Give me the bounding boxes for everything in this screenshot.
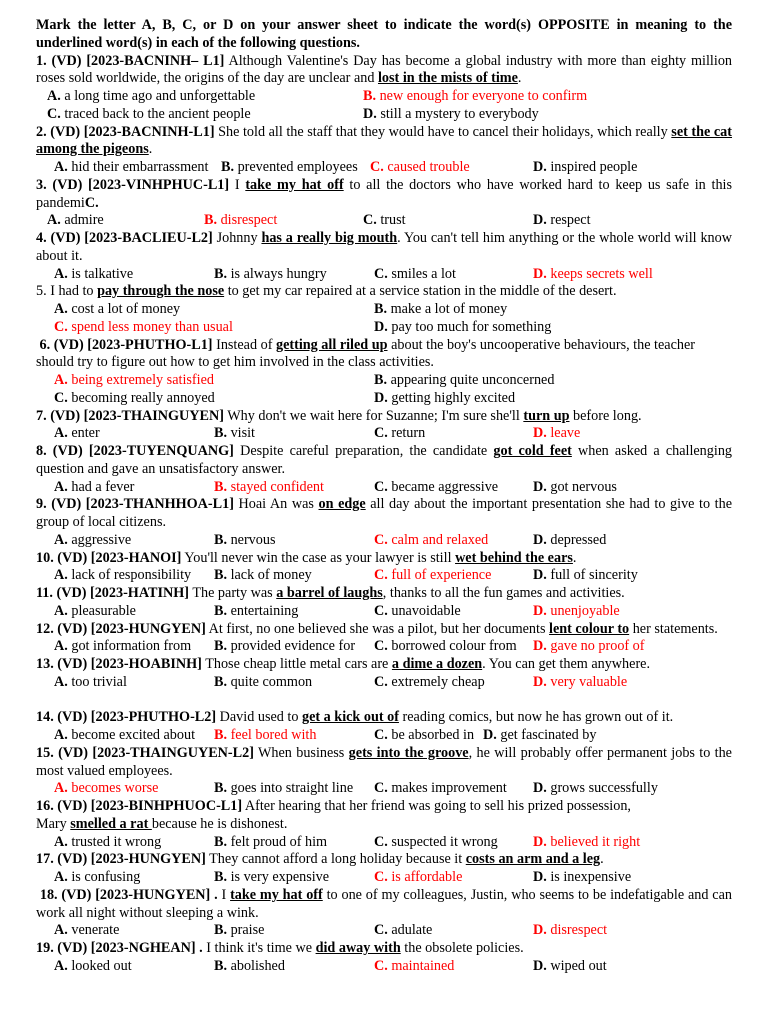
- option-b[interactable]: B. visit: [214, 425, 256, 442]
- question-text-end: because he is dishonest.: [151, 815, 288, 832]
- question-text: I think it's time we: [202, 940, 316, 956]
- option-d[interactable]: D. disrespect: [533, 922, 608, 939]
- option-d[interactable]: D. depressed: [533, 531, 607, 548]
- option-b[interactable]: B. lack of money: [214, 567, 312, 584]
- options-row: [36, 567, 732, 585]
- question-10: [36, 550, 732, 568]
- question-number: 13.: [36, 656, 54, 672]
- options-row: [36, 869, 732, 887]
- question-number: 2.: [36, 123, 47, 140]
- question-text-end: . You can get them anywhere.: [482, 656, 651, 672]
- question-text: I: [229, 176, 246, 193]
- question-code: (VD) [2023-BACNINH– L1]: [51, 52, 225, 69]
- question-text: The party was: [189, 585, 277, 601]
- question-1: [36, 53, 732, 89]
- option-a[interactable]: A. cost a lot of money: [54, 301, 181, 317]
- option-a[interactable]: A. venerate: [54, 922, 120, 939]
- option-a[interactable]: A. become excited about: [54, 727, 196, 743]
- option-b[interactable]: B. prevented employees: [221, 159, 358, 175]
- question-text: Although Valentine's Day has become a global industry with more than eighty million roses sold worldwide, the origins of the day are unclear and: [36, 52, 733, 87]
- option-b[interactable]: B. appearing quite unconcerned: [374, 372, 555, 388]
- options-row: [36, 425, 732, 443]
- options-row: [36, 266, 732, 284]
- option-d[interactable]: D. pay too much for something: [374, 318, 552, 335]
- question-text-end: to get my car repaired at a service station in the middle of the desert.: [224, 283, 617, 300]
- underlined-phrase: lent colour to: [549, 620, 630, 637]
- option-b[interactable]: B. stayed confident: [214, 478, 324, 495]
- question-code: (VD) [2023-HATINH]: [56, 585, 190, 601]
- underlined-phrase: pay through the nose: [97, 283, 225, 300]
- question-code: (VD) [2023-THAINGUYEN-L2]: [58, 744, 254, 761]
- question-text: Why don't we wait here for Suzanne; I'm sure she'll: [223, 407, 524, 424]
- underlined-phrase: a barrel of laughs: [276, 585, 383, 601]
- underlined-phrase: take my hat off: [230, 886, 323, 903]
- question-code: (VD) [2023-PHUTHO-L1]: [53, 336, 213, 353]
- options-row: [36, 319, 732, 337]
- option-a[interactable]: A. being extremely satisfied: [54, 372, 214, 388]
- question-code: (VD) [2023-HUNGYEN] .: [61, 886, 218, 903]
- option-a[interactable]: A. too trivial: [54, 673, 127, 690]
- underlined-phrase: has a really big mouth: [261, 230, 398, 246]
- question-text-end: reading comics, but now he has grown out of it.: [398, 709, 674, 726]
- option-c[interactable]: C. calm and relaxed: [374, 531, 489, 548]
- option-b[interactable]: B. provided evidence for: [214, 638, 356, 655]
- question-text-end: all day about the important presentation she had to give to the group of local citizens.: [36, 496, 733, 530]
- question-text-end: to all the doctors who have worked hard to keep us safe in this pandemi: [36, 176, 733, 211]
- question-code: (VD) [2023-VINHPHUC-L1]: [52, 176, 230, 193]
- option-c[interactable]: C. trust: [363, 212, 406, 229]
- question-text: I: [217, 886, 231, 903]
- question-code: (VD) [2023-BACNINH-L1]: [50, 123, 215, 140]
- option-d[interactable]: D. very valuable: [533, 673, 628, 690]
- question-number: 6.: [39, 336, 51, 353]
- question-code: (VD) [2023-PHUTHO-L2]: [57, 709, 217, 726]
- question-19: [36, 940, 732, 958]
- question-text-end: . You can't tell him anything or the whole world will know about it.: [36, 230, 732, 264]
- option-a[interactable]: A. looked out: [54, 957, 132, 974]
- option-c[interactable]: C. borrowed colour from: [374, 638, 517, 655]
- underlined-phrase: gets into the groove: [348, 744, 469, 761]
- question-number: 15.: [36, 744, 54, 761]
- question-text: When business: [253, 744, 349, 761]
- question-code: (VD) [2023-THANHHOA-L1]: [51, 496, 234, 513]
- question-number: 5.: [36, 283, 47, 300]
- option-c[interactable]: C. became aggressive: [374, 478, 499, 495]
- options-row: [36, 834, 732, 852]
- underlined-phrase: set the cat among the pigeons: [36, 123, 733, 158]
- option-a[interactable]: A. admire: [47, 212, 104, 229]
- question-number: 9.: [36, 496, 47, 513]
- option-b[interactable]: B. make a lot of money: [374, 301, 508, 317]
- option-c[interactable]: C. suspected it wrong: [374, 833, 498, 850]
- options-row: [36, 780, 732, 798]
- options-row: [36, 638, 732, 656]
- option-d[interactable]: D. respect: [533, 212, 591, 229]
- question-text: David used to: [216, 709, 302, 726]
- question-text-end: her statements.: [629, 620, 718, 637]
- option-a[interactable]: A. had a fever: [54, 478, 135, 495]
- option-c[interactable]: C. caused trouble: [370, 159, 470, 175]
- question-text-end: , he will probably offer permanent jobs to the most valued employees.: [36, 744, 732, 779]
- question-text-end: .: [517, 70, 522, 87]
- underlined-phrase: get a kick out of: [302, 709, 399, 726]
- underlined-phrase: on edge: [318, 496, 366, 513]
- option-c[interactable]: C. maintained: [374, 957, 455, 974]
- underlined-phrase: turn up: [523, 407, 570, 424]
- option-d[interactable]: D. got nervous: [533, 478, 617, 495]
- option-d[interactable]: D. keeps secrets well: [533, 265, 653, 282]
- option-b[interactable]: B. felt proud of him: [214, 833, 328, 850]
- question-number: 11.: [36, 585, 53, 601]
- question-number: 14.: [36, 709, 54, 726]
- option-b[interactable]: B. abolished: [214, 957, 285, 974]
- options-row: [36, 958, 732, 976]
- question-code: (VD) [2023-BINHPHUOC-L1]: [57, 798, 243, 814]
- options-row: [36, 212, 732, 230]
- option-b[interactable]: B. praise: [214, 922, 265, 939]
- option-d[interactable]: D. is inexpensive: [533, 869, 632, 885]
- underlined-phrase: take my hat off: [245, 176, 344, 193]
- options-row: [36, 674, 732, 692]
- option-d[interactable]: D. full of sincerity: [533, 567, 638, 584]
- question-code: (VD) [2023-THAINGUYEN]: [50, 407, 224, 424]
- question-code: (VD) [2023-HOABINH]: [57, 656, 202, 672]
- question-text: Instead of: [212, 336, 276, 353]
- question-code: (VD) [2023-TUYENQUANG]: [52, 443, 234, 459]
- option-b[interactable]: B. disrespect: [204, 212, 278, 229]
- question-11: [36, 585, 732, 603]
- question-number: 16.: [36, 798, 54, 814]
- question-number: 19.: [36, 940, 54, 956]
- question-number: 17.: [36, 851, 54, 868]
- question-text-tail: C.: [84, 194, 99, 211]
- options-row: [36, 922, 732, 940]
- question-text-line2: Mary: [36, 815, 71, 832]
- options-row: [36, 159, 732, 177]
- question-7: [36, 408, 732, 426]
- question-2: [36, 124, 732, 160]
- question-text: I had to: [46, 283, 98, 300]
- option-c[interactable]: C. smiles a lot: [374, 265, 456, 282]
- option-b[interactable]: B. goes into straight line: [214, 780, 354, 797]
- underlined-phrase: did away with: [315, 940, 401, 956]
- option-d[interactable]: D. get fascinated by: [483, 727, 597, 743]
- question-text: You'll never win the case as your lawyer is still: [181, 549, 456, 566]
- question-3: [36, 177, 732, 213]
- options-row: [36, 372, 732, 390]
- question-code: (VD) [2023-NGHEAN] .: [57, 940, 203, 956]
- underlined-phrase: getting all riled up: [275, 336, 388, 353]
- options-row: [36, 532, 732, 550]
- question-text: She told all the staff that they would have to cancel their holidays, which really: [214, 123, 672, 140]
- option-c[interactable]: C. full of experience: [374, 567, 492, 584]
- question-text: At first, no one believed she was a pilot, but her documents: [205, 620, 550, 637]
- question-text-end: before long.: [569, 407, 642, 424]
- question-text-end: to one of my colleagues, Justin, who seems to be indefatigable and can work all night without sleeping a wink.: [36, 886, 732, 921]
- option-d[interactable]: D. believed it right: [533, 833, 641, 850]
- options-row: [36, 727, 732, 745]
- question-6: [36, 337, 732, 373]
- option-c[interactable]: C. spend less money than usual: [54, 318, 233, 335]
- underlined-phrase: wet behind the ears: [455, 549, 573, 566]
- spacer: [36, 692, 732, 710]
- option-d[interactable]: D. getting highly excited: [374, 389, 516, 406]
- question-number: 4.: [36, 230, 47, 246]
- question-text: Johnny: [212, 230, 262, 246]
- options-row: [36, 390, 732, 408]
- question-17: [36, 851, 732, 869]
- option-a[interactable]: A. becomes worse: [54, 780, 159, 797]
- option-c[interactable]: C. be absorbed in: [374, 727, 475, 743]
- option-a[interactable]: A. lack of responsibility: [54, 567, 192, 584]
- document-page: [36, 17, 732, 976]
- question-text-end: .: [572, 549, 577, 566]
- question-13: [36, 656, 732, 674]
- question-text: They cannot afford a long holiday because it: [205, 851, 466, 868]
- question-text: After hearing that her friend was going to sell his prized possession,: [242, 798, 631, 814]
- option-a[interactable]: A. hid their embarrassment: [54, 159, 209, 175]
- question-text: Those cheap little metal cars are: [201, 656, 392, 672]
- option-b[interactable]: B. is always hungry: [214, 265, 327, 282]
- question-number: 12.: [36, 620, 54, 637]
- option-c[interactable]: C. is affordable: [374, 869, 463, 885]
- option-a[interactable]: A. trusted it wrong: [54, 833, 162, 850]
- question-number: 3.: [36, 176, 47, 193]
- option-a[interactable]: A. is talkative: [54, 265, 134, 282]
- question-number: 8.: [36, 443, 47, 459]
- question-text-end: about the boy's uncooperative behaviours, the teacher should try to figure out how to get him involved in the class activities.: [36, 336, 696, 371]
- question-code: (VD) [2023-HUNGYEN]: [57, 620, 206, 637]
- option-a[interactable]: A. a long time ago and unforgettable: [47, 88, 256, 104]
- options-row: [36, 479, 732, 497]
- question-text: Hoai An was: [233, 496, 319, 513]
- option-d[interactable]: D. grows successfully: [533, 780, 658, 797]
- option-d[interactable]: D. inspired people: [533, 159, 638, 175]
- question-15: [36, 745, 732, 781]
- option-d[interactable]: D. leave: [533, 425, 581, 442]
- option-a[interactable]: A. got information from: [54, 638, 192, 655]
- option-d[interactable]: D. still a mystery to everybody: [363, 105, 539, 122]
- option-a[interactable]: A. is confusing: [54, 869, 141, 885]
- underlined-phrase: got cold feet: [493, 443, 572, 459]
- question-number: 1.: [36, 52, 47, 69]
- option-c[interactable]: C. return: [374, 425, 426, 442]
- question-16: [36, 798, 732, 834]
- instruction-heading: Mark the letter A, B, C, or D on your answer sheet to indicate the word(s) OPPOSITE in meaning to the underlined word(s) in each of the following questions.: [36, 17, 732, 51]
- option-c[interactable]: C. extremely cheap: [374, 673, 485, 690]
- option-b[interactable]: B. is very expensive: [214, 869, 330, 885]
- option-d[interactable]: D. wiped out: [533, 957, 607, 974]
- question-code: (VD) [2023-BACLIEU-L2]: [50, 230, 213, 246]
- underlined-phrase: lost in the mists of time: [377, 70, 518, 87]
- option-c[interactable]: C. adulate: [374, 922, 433, 939]
- question-number: 10.: [36, 549, 54, 566]
- option-a[interactable]: A. pleasurable: [54, 602, 136, 619]
- question-14: [36, 709, 732, 727]
- question-number: 7.: [36, 407, 47, 424]
- question-text-end: .: [600, 851, 604, 868]
- underlined-phrase: costs an arm and a leg: [465, 851, 601, 868]
- option-d[interactable]: D. unenjoyable: [533, 602, 620, 619]
- option-c[interactable]: C. becoming really annoyed: [54, 389, 215, 406]
- question-text-end: .: [148, 141, 153, 158]
- option-a[interactable]: A. aggressive: [54, 531, 132, 548]
- option-a[interactable]: A. enter: [54, 425, 100, 442]
- question-4: [36, 230, 732, 266]
- option-c[interactable]: C. unavoidable: [374, 602, 461, 619]
- question-text-end: when asked a challenging question and gave an unsatisfactory answer.: [36, 443, 733, 477]
- question-12: [36, 621, 732, 639]
- question-text-end: the obsolete policies.: [400, 940, 524, 956]
- question-9: [36, 496, 732, 532]
- options-row: [36, 603, 732, 621]
- options-row: [36, 106, 732, 124]
- question-number: 18.: [39, 886, 58, 903]
- option-b[interactable]: B. feel bored with: [214, 727, 317, 743]
- underlined-phrase: smelled a rat: [70, 815, 152, 832]
- options-row: [36, 301, 732, 319]
- option-b[interactable]: B. nervous: [214, 531, 276, 548]
- question-code: (VD) [2023-HUNGYEN]: [57, 851, 206, 868]
- question-18: [36, 887, 732, 923]
- option-b[interactable]: B. entertaining: [214, 602, 299, 619]
- option-b[interactable]: B. new enough for everyone to confirm: [363, 88, 588, 104]
- option-b[interactable]: B. quite common: [214, 673, 313, 690]
- option-c[interactable]: C. traced back to the ancient people: [47, 105, 251, 122]
- question-5: [36, 283, 732, 301]
- options-row: [36, 88, 732, 106]
- question-text-end: , thanks to all the fun games and activities.: [382, 585, 625, 601]
- option-d[interactable]: D. gave no proof of: [533, 638, 645, 655]
- question-text: Despite careful preparation, the candidate: [233, 443, 494, 459]
- question-8: [36, 443, 732, 479]
- question-code: (VD) [2023-HANOI]: [57, 549, 182, 566]
- option-c[interactable]: C. makes improvement: [374, 780, 507, 797]
- underlined-phrase: a dime a dozen: [391, 656, 483, 672]
